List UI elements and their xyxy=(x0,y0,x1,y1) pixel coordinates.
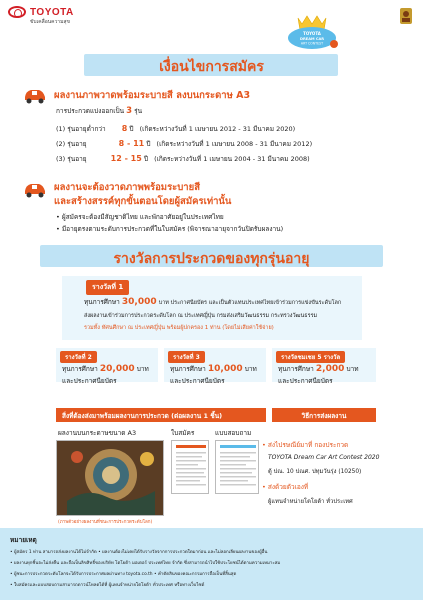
submission-item-artwork: ผลงานบนกระดาษขนาด A3 xyxy=(58,429,137,437)
submission-item-application: ใบสมัคร xyxy=(171,429,195,437)
svg-text:ART CONTEST: ART CONTEST xyxy=(300,41,324,46)
royal-emblem-icon xyxy=(396,6,416,26)
application-form-image xyxy=(171,440,209,494)
rule2-bullet-2: • มีอายุตรงตามระดับการประกวดที่ในใบสมัคร (พิจารณาอายุจากวันปิดรับผลงาน) xyxy=(56,225,284,233)
svg-text:DREAM CAR: DREAM CAR xyxy=(300,37,324,41)
questionnaire-form-image xyxy=(215,440,259,494)
second-prize-line2: และประกาศนียบัตร xyxy=(62,377,117,385)
method-mail-address: ตู้ ปณ. 10 ปณศ. ปทุมวันรุ่ง (10250) xyxy=(268,469,362,475)
notes-title: หมายเหตุ xyxy=(10,536,37,544)
submission-strip: สิ่งที่ต้องส่งมาพร้อมผลงานการประกวด (ต่อผลงาน 1 ชิ้น) xyxy=(56,408,266,422)
conditions-title: เงื่อนไขการสมัคร xyxy=(159,59,264,75)
method-inperson-title: • ส่งด้วยตัวเองที่ xyxy=(262,483,309,491)
sample-artwork-caption: (ภาพตัวอย่างผลงานที่ชนะการประกวดระดับโลก) xyxy=(58,520,153,525)
rule1-subtitle: การประกวดแบ่งออกเป็น 3 รุ่น xyxy=(56,106,143,116)
second-prize-tag: รางวัลที่ 2 xyxy=(60,351,97,363)
method-inperson-location: ผู้แทนจำหน่ายโตโยต้า ทั่วประเทศ xyxy=(268,499,353,505)
second-prize-amount: ทุนการศึกษา 20,000 บาท xyxy=(62,364,149,374)
method-mail-contest-name: TOYOTA Dream Car Art Contest 2020 xyxy=(268,454,380,461)
notes-panel xyxy=(0,528,423,600)
age-group-2: (2) รุ่นอายุ 8 - 11 ปี (เกิดระหว่างวันที่ 1 เมษายน 2008 - 31 มีนาคม 2012) xyxy=(56,139,313,148)
car-icon xyxy=(22,180,48,198)
method-strip: วิธีการส่งผลงาน xyxy=(272,408,376,422)
first-prize-line3: รวมทั้ง ทัศนศึกษา ณ ประเทศญี่ปุ่น พร้อมผู้ปกครอง 1 ท่าน (โดยไม่เสียค่าใช้จ่าย) xyxy=(84,325,274,331)
sample-artwork-image xyxy=(56,440,164,516)
rule2-title-line2: และสร้างสรรค์ทุกขั้นตอนโดยผู้สมัครเท่านั้น xyxy=(54,196,232,207)
consolation-prize-amount: ทุนการศึกษา 2,000 บาท xyxy=(278,364,359,374)
first-prize-line2: ส่งผลงานเข้าร่วมการประกวดระดับโลก ณ ประเทศญี่ปุ่น กรมส่งเสริมวัฒนธรรม กระทรวงวัฒนธรรม xyxy=(84,313,318,319)
page-header xyxy=(0,0,423,46)
first-prize-tag: รางวัลที่ 1 xyxy=(86,280,129,295)
age-group-1: (1) รุ่นอายุต่ำกว่า 8 ปี (เกิดระหว่างวันที่ 1 เมษายน 2012 - 31 มีนาคม 2020) xyxy=(56,124,296,133)
third-prize-line2: และประกาศนียบัตร xyxy=(170,377,225,385)
consolation-prize-line2: และประกาศนียบัตร xyxy=(278,377,333,385)
toyota-logo[interactable] xyxy=(8,6,74,18)
third-prize-amount: ทุนการศึกษา 10,000 บาท xyxy=(170,364,257,374)
notes-line-1: • ผู้สมัคร 1 ท่าน สามารถส่งผลงานได้ไม่จำกัด • ผลงานต้องไม่เคยได้รับรางวัลจากการประกวดใดมาก่อน และไม่ลอกเลียนผลงานของผู้อื่น xyxy=(10,550,268,555)
notes-line-3: • ผู้ชนะการประกวดระดับโลกจะได้รับการประกาศผลผ่านทาง toyota.co.th • คำตัดสินของคณะกรรมการถือเป็นที่สิ้นสุด xyxy=(10,572,237,577)
first-prize-line1: ทุนการศึกษา 30,000 บาท ประกาศนียบัตร และเป็นตัวแทนประเทศไทยเข้าร่วมการแข่งขันระดับโลก xyxy=(84,297,342,307)
method-mail-title: • ส่งไปรษณีย์มาที่ กองประกวด xyxy=(262,441,349,449)
awards-title: รางวัลการประกวดของทุกรุ่นอายุ xyxy=(113,251,310,267)
age-group-3: (3) รุ่นอายุ 12 - 15 ปี (เกิดระหว่างวันที่ 1 เมษายน 2004 - 31 มีนาคม 2008) xyxy=(56,154,310,163)
notes-line-2: • ผลงานทุกชิ้นจะไม่ส่งคืน และถือเป็นลิขสิทธิ์ของบริษัท โตโยต้า มอเตอร์ ประเทศไทย จำกัด ซึ่งสามารถนำไปใช้ประโยชน์ได้ตามความเหมาะสม xyxy=(10,561,281,566)
contest-logo-icon xyxy=(284,14,340,54)
rule1-title: ผลงานภาพวาดพร้อมระบายสี ลงบนกระดาษ A3 xyxy=(54,90,251,101)
consolation-prize-tag: รางวัลชมเชย 5 รางวัล xyxy=(276,351,345,363)
brand-name: TOYOTA xyxy=(30,6,74,18)
third-prize-tag: รางวัลที่ 3 xyxy=(168,351,205,363)
submission-item-questionnaire: แบบสอบถาม xyxy=(215,429,252,437)
toyota-emblem-icon xyxy=(8,6,26,18)
rule2-bullet-1: • ผู้สมัครจะต้องมีสัญชาติไทย และพักอาศัยอยู่ในประเทศไทย xyxy=(56,213,224,221)
svg-text:TOYOTA: TOYOTA xyxy=(303,31,321,36)
car-icon xyxy=(22,86,48,104)
brand-tagline: ขับเคลื่อนความสุข xyxy=(30,19,70,25)
notes-line-4: • ใบสมัครและแบบสอบถามสามารถดาวน์โหลดได้ที่ ผู้แทนจำหน่ายโตโยต้า ทั่วประเทศ หรือทางเว็บไซต์ xyxy=(10,583,205,588)
rule2-title-line1: ผลงานจะต้องวาดภาพพร้อมระบายสี xyxy=(54,182,201,193)
